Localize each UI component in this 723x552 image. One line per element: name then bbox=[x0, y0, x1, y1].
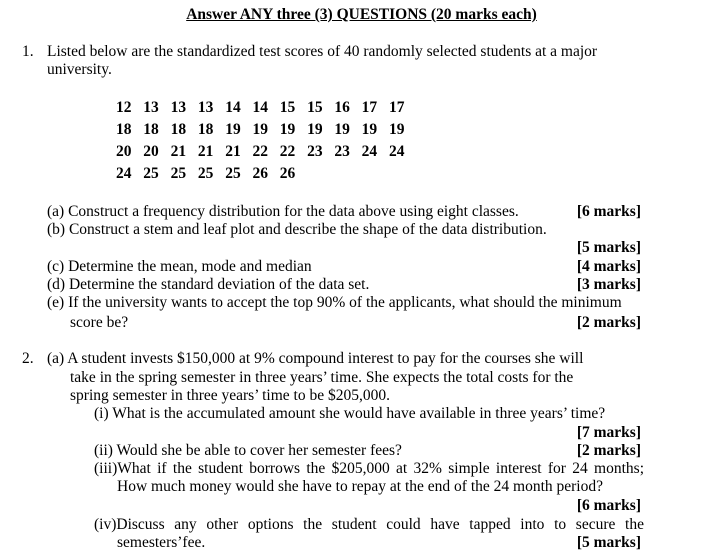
score-cell: 26 bbox=[279, 165, 296, 182]
q2-sub-iii-line1: (iii)What if the student borrows the $205,000 at 32% simple interest for 24 months; bbox=[94, 460, 644, 477]
q1-part-e-marks: [2 marks] bbox=[576, 314, 641, 331]
q1-part-c-marks: [4 marks] bbox=[576, 258, 641, 275]
q1-part-d-marks: [3 marks] bbox=[576, 276, 641, 293]
score-cell: 24 bbox=[116, 165, 132, 182]
score-cell: 19 bbox=[252, 121, 268, 138]
score-cell: 19 bbox=[361, 121, 378, 138]
q2-part-a-line1: (a) A student invests $150,000 at 9% compound interest to pay for the courses she will bbox=[47, 350, 584, 367]
q2-sub-ii-marks: [2 marks] bbox=[576, 442, 641, 459]
score-cell: 22 bbox=[279, 143, 296, 160]
q1-part-b: (b) Construct a stem and leaf plot and describe the shape of the data distribution. bbox=[47, 221, 547, 238]
score-cell: 19 bbox=[279, 121, 296, 138]
score-cell: 13 bbox=[197, 99, 214, 116]
scores-row bbox=[116, 121, 416, 143]
score-cell: 13 bbox=[143, 99, 159, 116]
score-cell: 19 bbox=[388, 121, 405, 138]
score-cell: 18 bbox=[143, 121, 159, 138]
score-cell: 25 bbox=[197, 165, 214, 182]
score-cell: 21 bbox=[170, 143, 187, 160]
q1-part-a: (a) Construct a frequency distribution for the data above using eight classes. bbox=[47, 203, 519, 220]
score-cell: 14 bbox=[225, 99, 241, 116]
q2-part-a-line2: take in the spring semester in three years’ time. She expects the total costs for the bbox=[70, 369, 574, 386]
score-cell: 25 bbox=[143, 165, 159, 182]
q2-sub-iv-line2: semesters’fee. bbox=[117, 534, 206, 551]
score-cell: 19 bbox=[225, 121, 241, 138]
score-cell: 17 bbox=[388, 99, 405, 116]
q1-part-a-marks: [6 marks] bbox=[576, 203, 641, 220]
score-cell: 22 bbox=[252, 143, 268, 160]
q1-intro-line1: Listed below are the standardized test scores of 40 randomly selected students at a major bbox=[47, 43, 598, 60]
q1-part-b-marks: [5 marks] bbox=[576, 239, 641, 256]
score-cell: 25 bbox=[225, 165, 241, 182]
q2-sub-iii-marks: [6 marks] bbox=[576, 497, 641, 514]
q2-sub-iv-line1: (iv)Discuss any other options the student could have tapped into to secure the bbox=[94, 516, 644, 533]
score-cell: 15 bbox=[307, 99, 323, 116]
q2-sub-i-marks: [7 marks] bbox=[576, 424, 641, 441]
q2-sub-iii-line2: How much money would she have to repay at the end of the 24 month period? bbox=[117, 478, 603, 495]
score-cell: 16 bbox=[334, 99, 350, 116]
q2-part-a-line3: spring semester in three years’ time to be $205,000. bbox=[70, 387, 390, 404]
score-cell: 21 bbox=[225, 143, 241, 160]
score-cell: 14 bbox=[252, 99, 268, 116]
score-cell: 26 bbox=[252, 165, 268, 182]
q2-number: 2. bbox=[22, 350, 34, 367]
score-cell: 20 bbox=[116, 143, 132, 160]
q1-part-c: (c) Determine the mean, mode and median bbox=[47, 258, 312, 275]
q2-sub-iv-marks: [5 marks] bbox=[576, 534, 641, 551]
score-cell: 13 bbox=[170, 99, 187, 116]
score-cell: 24 bbox=[361, 143, 378, 160]
scores-row bbox=[116, 143, 416, 165]
q1-part-d: (d) Determine the standard deviation of the data set. bbox=[47, 276, 370, 293]
score-cell: 21 bbox=[197, 143, 214, 160]
q1-part-e-line2: score be? bbox=[70, 314, 129, 331]
score-cell: 24 bbox=[388, 143, 405, 160]
score-cell: 19 bbox=[307, 121, 323, 138]
q1-part-e-line1: (e) If the university wants to accept the top 90% of the applicants, what should the minimum bbox=[47, 294, 622, 311]
score-cell: 23 bbox=[334, 143, 350, 160]
page-header: Answer ANY three (3) QUESTIONS (20 marks each) bbox=[186, 6, 537, 23]
score-cell: 17 bbox=[361, 99, 378, 116]
q1-intro-line2: university. bbox=[47, 61, 112, 78]
scores-row bbox=[116, 165, 416, 187]
q2-sub-i: (i) What is the accumulated amount she would have available in three years’ time? bbox=[94, 405, 606, 422]
q2-sub-ii: (ii) Would she be able to cover her semester fees? bbox=[94, 442, 402, 459]
score-cell: 20 bbox=[143, 143, 159, 160]
score-cell: 18 bbox=[170, 121, 187, 138]
scores-table bbox=[116, 99, 416, 187]
score-cell: 25 bbox=[170, 165, 187, 182]
score-cell: 19 bbox=[334, 121, 350, 138]
score-cell: 15 bbox=[279, 99, 296, 116]
score-cell: 18 bbox=[197, 121, 214, 138]
score-cell: 23 bbox=[307, 143, 323, 160]
scores-row bbox=[116, 99, 416, 121]
score-cell: 18 bbox=[116, 121, 132, 138]
score-cell: 12 bbox=[116, 99, 132, 116]
q1-number: 1. bbox=[22, 43, 34, 60]
